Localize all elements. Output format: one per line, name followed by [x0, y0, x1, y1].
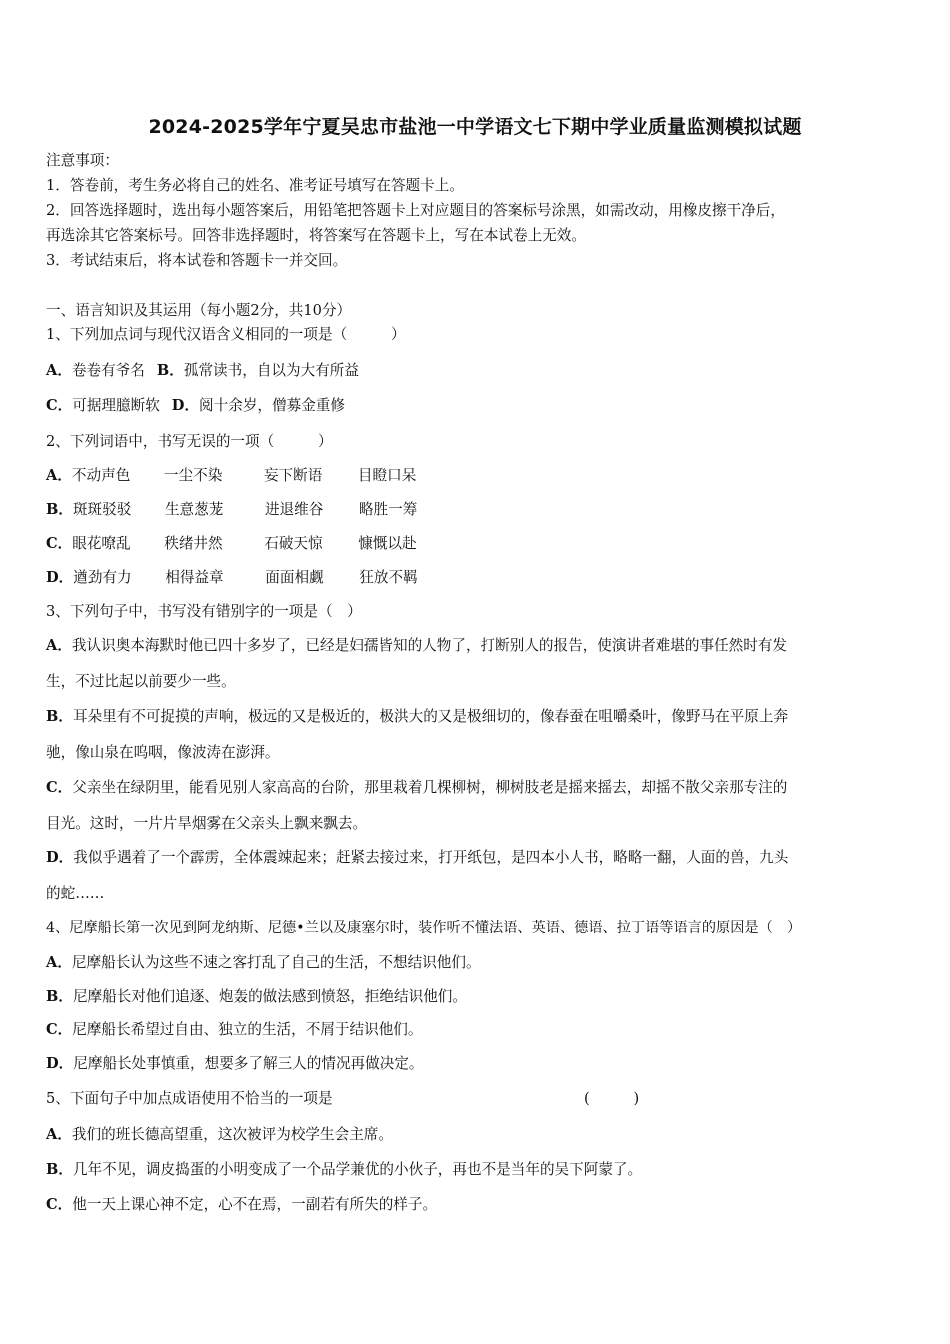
question-2-option — [46, 500, 417, 520]
option-word: 秩绪井然 — [164, 535, 223, 552]
notice-item: 3．考试结束后，将本试卷和答题卡一并交回。 — [46, 252, 348, 269]
question-4-option — [46, 1020, 422, 1040]
question-3-option-b-cont: 驰，像山泉在呜咽，像波涛在澎湃。 — [46, 744, 280, 761]
option-text: 我似乎遇着了一个霹雳，全体震竦起来；赶紧去接过来，打开纸包，是四本小人书，略略一翻，人面的兽，九头 — [73, 849, 789, 866]
question-3-stem: 3、下列句子中，书写没有错别字的一项是（ ） — [46, 603, 362, 620]
option-word: 相得益章 — [165, 569, 224, 586]
option-label: C． — [46, 1196, 73, 1213]
option-label: A． — [46, 467, 72, 484]
question-4-option — [46, 953, 481, 973]
option-label: A． — [46, 637, 72, 654]
question-3-option-c-cont: 目光。这时，一片片旱烟雾在父亲头上飘来飘去。 — [46, 815, 368, 832]
option-label: C． — [46, 397, 73, 414]
option-word: 略胜一筹 — [358, 501, 418, 518]
option-text: 孤常读书，自以为大有所益 — [183, 362, 359, 379]
question-3-option-b — [46, 707, 788, 727]
question-1-options-row — [46, 361, 359, 381]
option-label: B． — [46, 501, 73, 518]
question-1-stem: 1、下列加点词与现代汉语含义相同的一项是（ ） — [46, 326, 406, 343]
option-label: B． — [46, 1161, 73, 1178]
question-2-stem: 2、下列词语中，书写无误的一项（ ） — [46, 433, 333, 450]
question-3-option-a — [46, 636, 787, 656]
option-text: 几年不见，调皮捣蛋的小明变成了一个品学兼优的小伙子，再也不是当年的吴下阿蒙了。 — [72, 1161, 643, 1178]
question-3-option-c — [46, 778, 787, 798]
option-label: C． — [46, 779, 73, 796]
option-text: 尼摩船长认为这些不速之客打乱了自己的生活，不想结识他们。 — [71, 954, 481, 971]
option-label: A． — [46, 954, 72, 971]
option-label: A． — [46, 1126, 72, 1143]
option-word: 斑斑驳驳 — [72, 501, 132, 518]
question-3-option-d-cont: 的蛇…… — [46, 885, 105, 902]
option-text: 他一天上课心神不定，心不在焉，一副若有所失的样子。 — [72, 1196, 438, 1213]
question-5-option — [46, 1195, 437, 1215]
option-text: 尼摩船长处事慎重，想要多了解三人的情况再做决定。 — [73, 1055, 424, 1072]
option-label: D． — [46, 849, 74, 866]
option-word: 面面相觑 — [265, 569, 324, 586]
option-label: D． — [46, 569, 74, 586]
option-word: 一尘不染 — [163, 467, 223, 484]
option-word: 石破天惊 — [264, 535, 323, 552]
question-5-option — [46, 1125, 393, 1145]
option-word: 狂放不羁 — [359, 569, 418, 586]
notice-item: 再选涂其它答案标号。回答非选择题时，将答案写在答题卡上，写在本试卷上无效。 — [46, 227, 586, 244]
question-1-options-row — [46, 396, 345, 416]
question-2-option — [46, 534, 417, 554]
option-word: 目瞪口呆 — [357, 467, 417, 484]
option-text: 耳朵里有不可捉摸的声响，极远的又是极近的，极洪大的又是极细切的，像春蚕在咀嚼桑叶，像野马在平原上奔 — [72, 708, 789, 725]
option-label: D． — [171, 397, 200, 414]
option-word: 慷慨以赴 — [358, 535, 417, 552]
option-text: 阅十余岁，僧募金重修 — [199, 397, 345, 414]
option-word: 生意葱茏 — [164, 501, 224, 518]
option-text: 尼摩船长希望过自由、独立的生活，不屑于结识他们。 — [72, 1021, 423, 1038]
option-label: D． — [46, 1055, 74, 1072]
question-3-option-a-cont: 生，不过比起以前要少一些。 — [46, 673, 236, 690]
option-text: 我们的班长德高望重，这次被评为校学生会主席。 — [71, 1126, 393, 1143]
option-label: B． — [46, 988, 73, 1005]
question-4-option — [46, 1054, 424, 1074]
option-word: 眼花嘹乱 — [72, 535, 131, 552]
option-label: B． — [46, 708, 73, 725]
notice-item: 1．答卷前，考生务必将自己的姓名、准考证号填写在答题卡上。 — [46, 177, 464, 194]
option-word: 妄下断语 — [263, 467, 323, 484]
option-word: 不动声色 — [71, 467, 131, 484]
option-word: 遒劲有力 — [73, 569, 132, 586]
question-5-option — [46, 1160, 642, 1180]
question-4-stem: 4、尼摩船长第一次见到阿龙纳斯、尼德•兰以及康塞尔时，装作听不懂法语、英语、德语、拉丁语等语言的原因是（ ） — [46, 920, 802, 936]
section-heading: 一、语言知识及其运用（每小题2分，共10分） — [46, 302, 352, 319]
question-5-stem: 5、下面句子中加点成语使用不恰当的一项是 — [46, 1090, 333, 1107]
page-title: 2024-2025学年宁夏吴忠市盐池一中学语文七下期中学业质量监测模拟试题 — [148, 116, 802, 138]
question-3-option-d — [46, 848, 788, 868]
option-text: 我认识奥本海默时他已四十多岁了，已经是妇孺皆知的人物了，打断别人的报告，使演讲者难堪的事任然时有发 — [71, 637, 788, 654]
option-label: B． — [156, 362, 184, 379]
option-text: 卷卷有爷名 — [71, 362, 145, 379]
option-text: 尼摩船长对他们追逐、炮轰的做法感到愤怒，拒绝结识他们。 — [72, 988, 467, 1005]
notice-heading: 注意事项： — [46, 152, 119, 169]
option-text: 可据理臆断软 — [72, 397, 160, 414]
notice-item: 2．回答选择题时，选出每小题答案后，用铅笔把答题卡上对应题目的答案标号涂黑，如需改动，用橡皮擦干净后， — [46, 202, 785, 219]
answer-parentheses: ( ) — [584, 1090, 640, 1107]
option-label: C． — [46, 1021, 73, 1038]
option-text: 父亲坐在绿阴里，能看见别人家高高的台阶，那里栽着几棵柳树，柳树肢老是摇来摇去，却摇不散父亲那专注的 — [72, 779, 788, 796]
question-2-option — [46, 568, 418, 588]
option-label: A． — [46, 362, 72, 379]
option-label: C． — [46, 535, 73, 552]
option-word: 进退维谷 — [264, 501, 324, 518]
question-2-option — [46, 466, 416, 486]
question-4-option — [46, 987, 467, 1007]
